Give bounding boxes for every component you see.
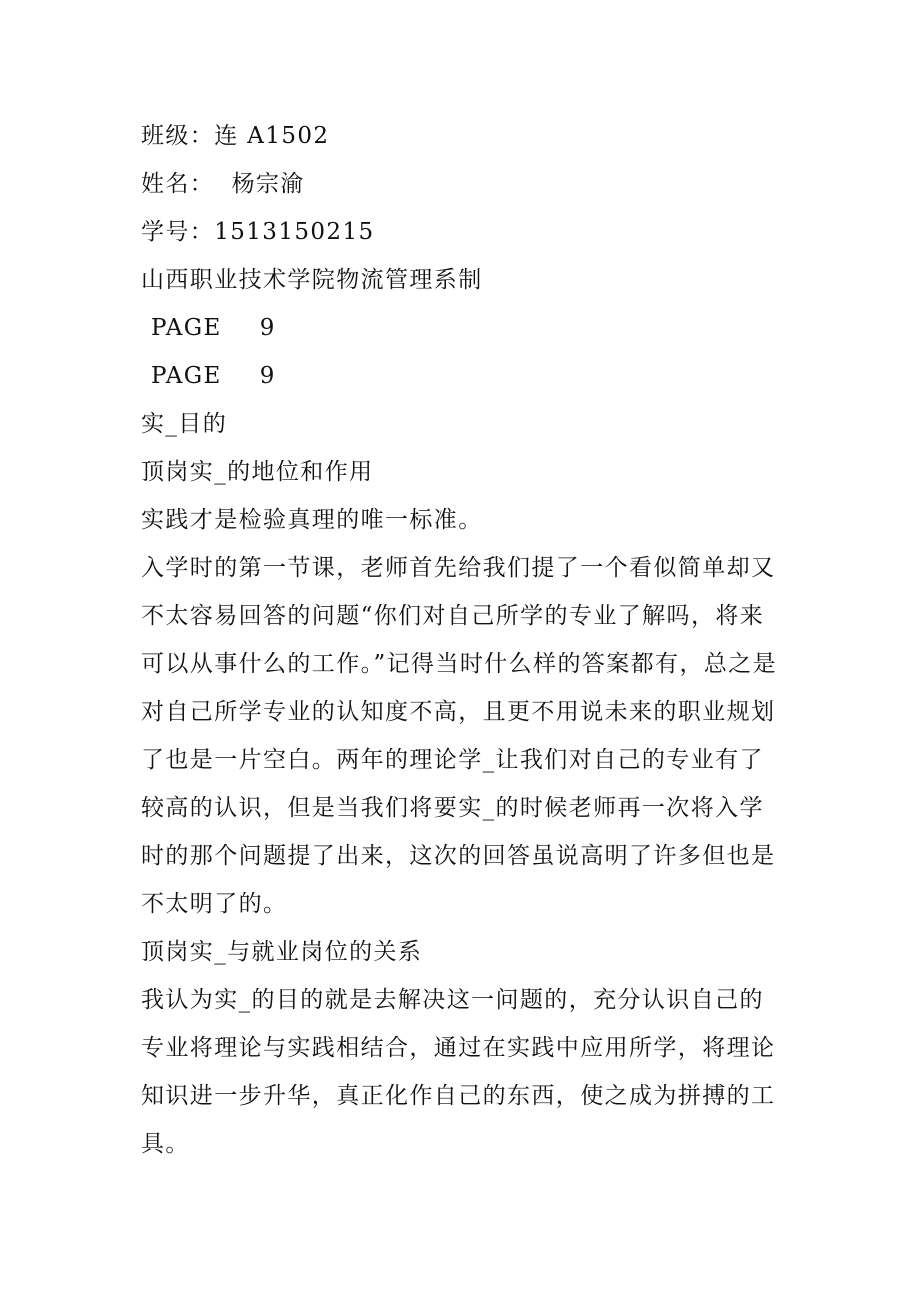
page-field (141, 304, 786, 352)
quote-line: 实践才是检验真理的唯一标准。 (141, 507, 483, 533)
name-line: 姓名： 杨宗渝 (141, 171, 305, 197)
section-title: 实_目的 (141, 411, 228, 437)
paragraph-first-class: 入学时的第一节课，老师首先给我们提了一个看似简单却又不太容易回答的问题“你们对自己所学的专业了解吗，将来可以从事什么的工作。”记得当时什么样的答案都有，总之是对自己所学专业的认知度不高，且更不用说未来的职业规划了也是一片空白。两年的理论学_让我们对自己的专业有了较高的认识，但是当我们将要实_的时候老师再一次将入学时的那个问题提了出来，这次的回答虽说高明了许多但也是不太明了的。 (141, 555, 778, 917)
page-field-value: 9 (259, 315, 276, 341)
paragraph-internship-purpose: 我认为实_的目的就是去解决这一问题的，充分认识自己的专业将理论与实践相结合，通过在实践中应用所学，将理论知识进一步升华，真正化作自己的东西，使之成为拼搏的工具。 (141, 987, 776, 1157)
student-id-line: 学号：1513150215 (141, 219, 375, 245)
class-line: 班级：连 A1502 (141, 123, 330, 149)
page-field-value: 9 (259, 363, 276, 389)
page-field (141, 352, 786, 400)
page-field-label: PAGE (151, 315, 222, 341)
document-body (141, 112, 786, 1168)
subsection-title-job: 顶岗实_与就业岗位的关系 (141, 939, 423, 965)
subsection-title-role: 顶岗实_的地位和作用 (141, 459, 374, 485)
page-field-label: PAGE (151, 363, 222, 389)
department-line: 山西职业技术学院物流管理系制 (141, 267, 483, 293)
